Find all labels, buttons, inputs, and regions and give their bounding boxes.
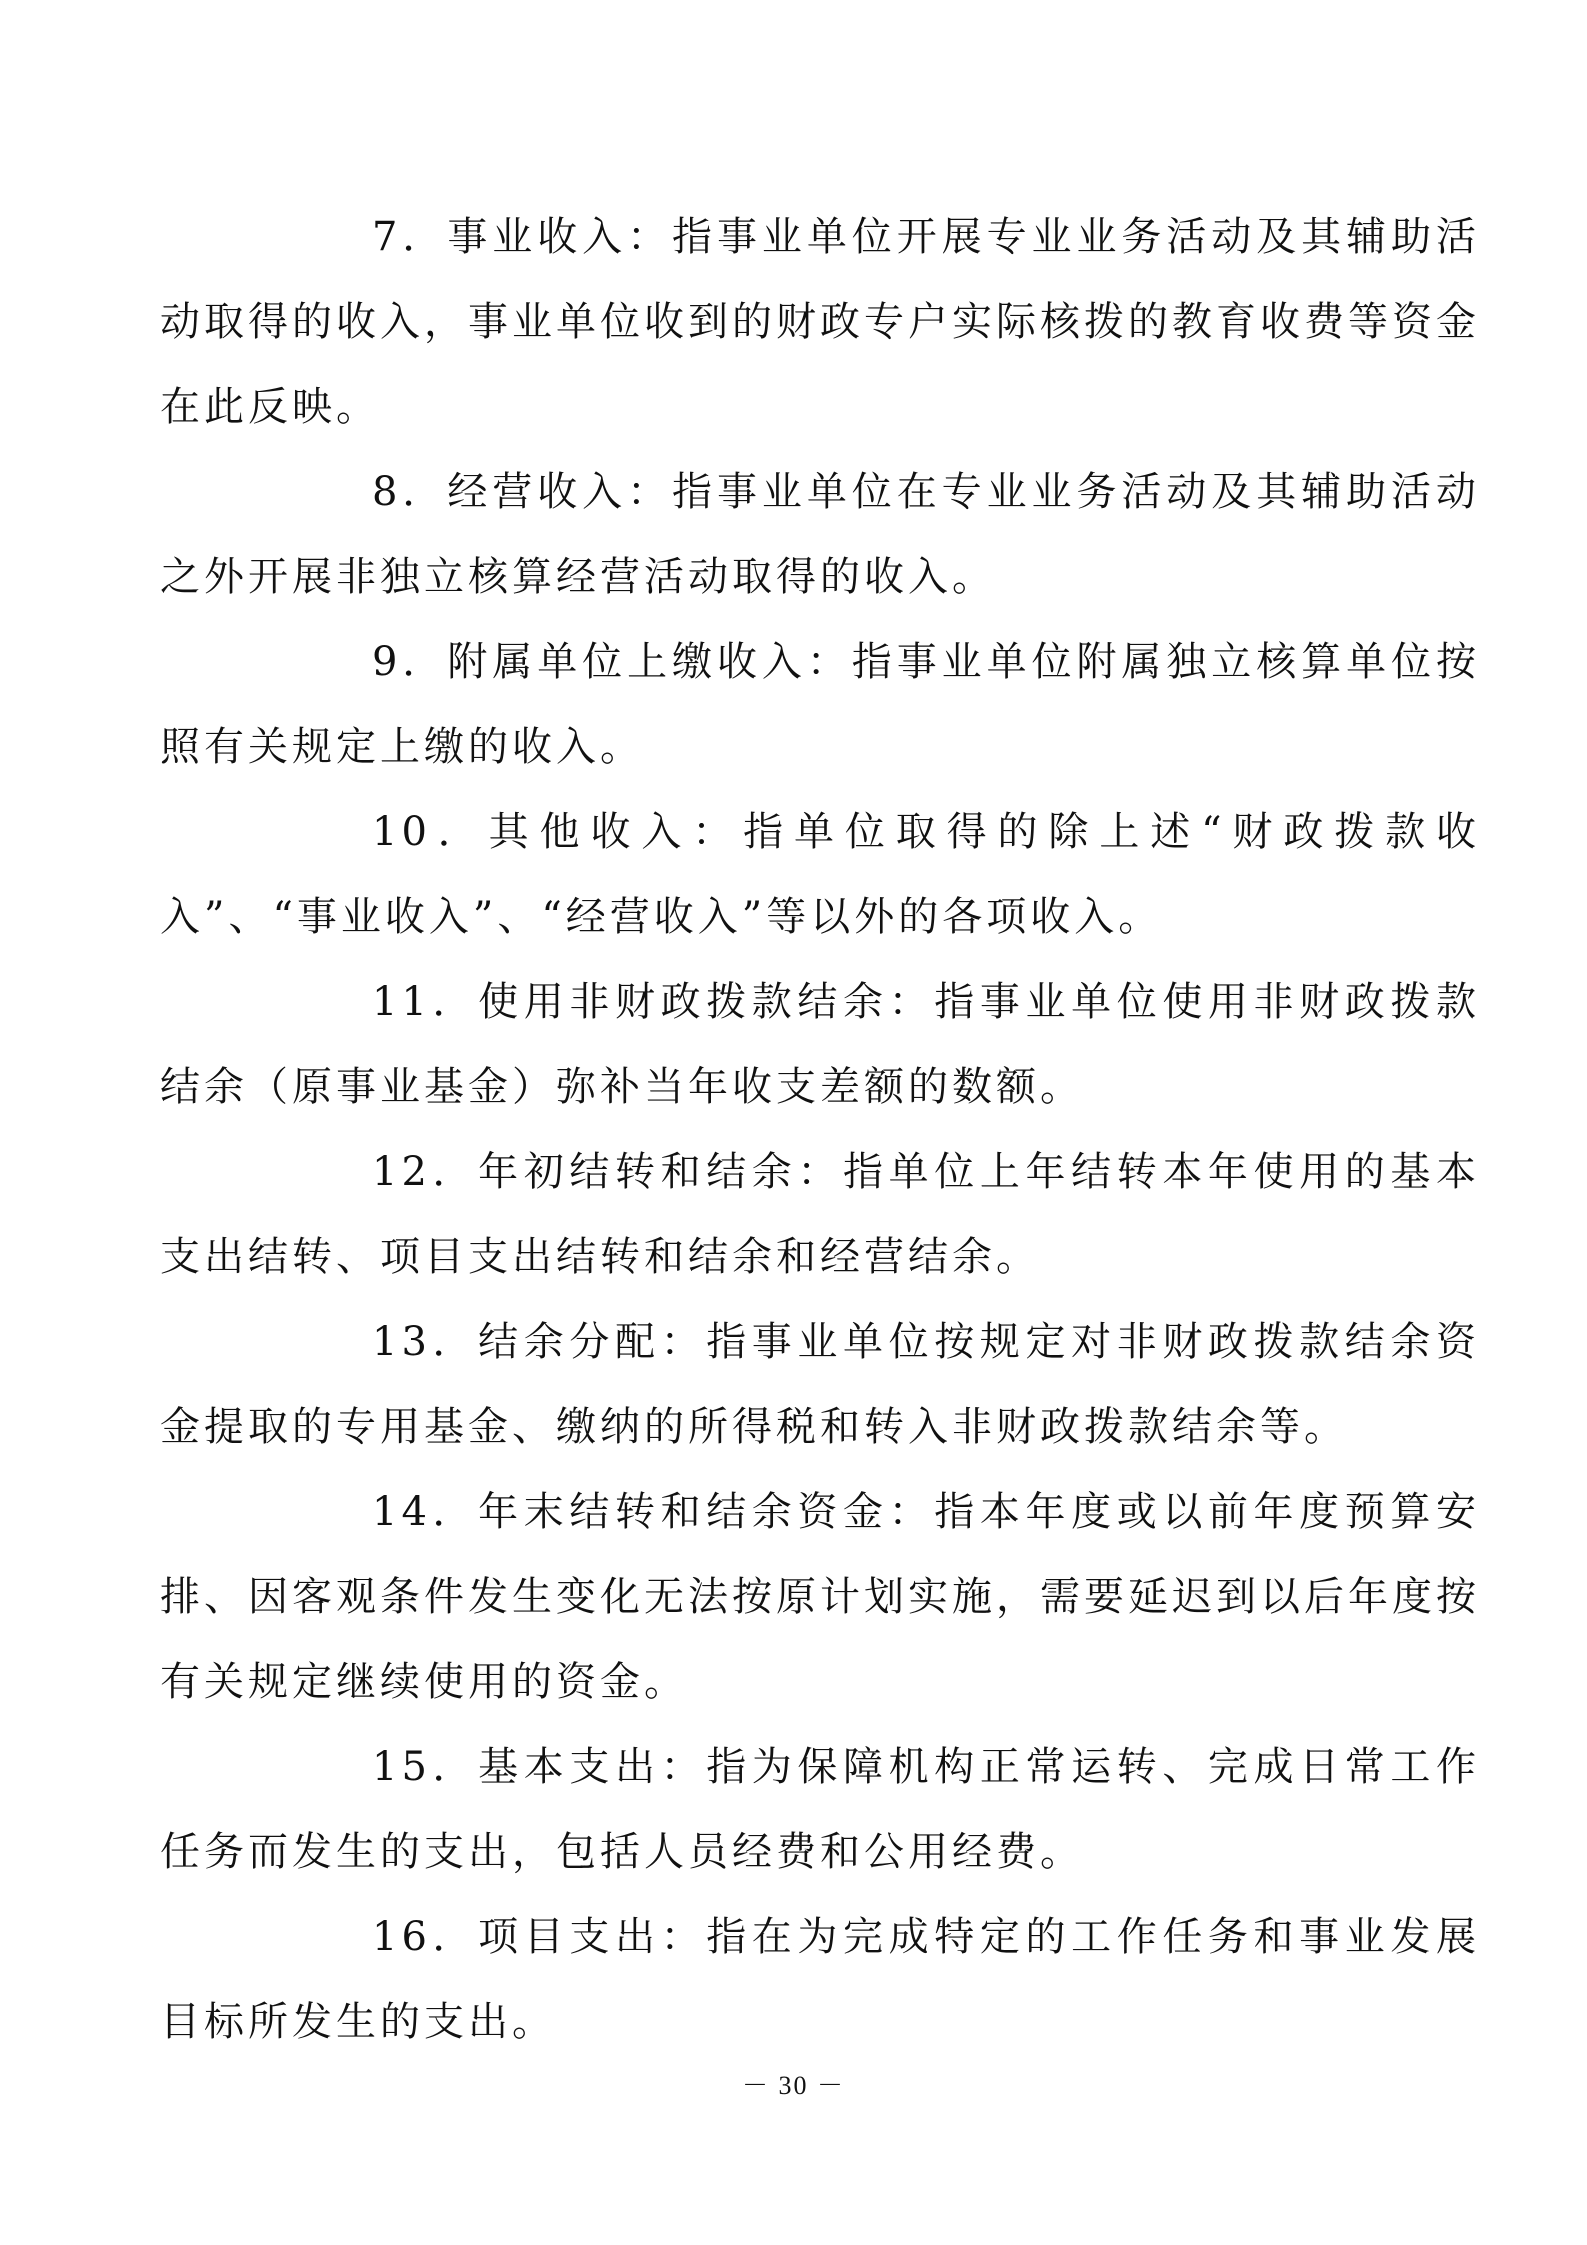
paragraph-item-12: 12．年初结转和结余：指单位上年结转本年使用的基本支出结转、项目支出结转和结余和经营结余。 — [160, 1149, 1480, 1280]
paragraph-item-7: 7．事业收入：指事业单位开展专业业务活动及其辅助活动取得的收入，事业单位收到的财政专户实际核拨的教育收费等资金在此反映。 — [160, 214, 1480, 430]
paragraph-item-14: 14．年末结转和结余资金：指本年度或以前年度预算安排、因客观条件发生变化无法按原计划实施，需要延迟到以后年度按有关规定继续使用的资金。 — [160, 1489, 1480, 1705]
paragraph-item-10: 10．其他收入：指单位取得的除上述“财政拨款收入”、“事业收入”、“经营收入”等以外的各项收入。 — [160, 809, 1480, 940]
page-number: － 30 － — [741, 2071, 845, 2100]
paragraph-item-16: 16．项目支出：指在为完成特定的工作任务和事业发展目标所发生的支出。 — [160, 1914, 1480, 2045]
paragraph-item-8: 8．经营收入：指事业单位在专业业务活动及其辅助活动之外开展非独立核算经营活动取得的收入。 — [160, 469, 1480, 600]
paragraph-item-11: 11．使用非财政拨款结余：指事业单位使用非财政拨款结余（原事业基金）弥补当年收支差额的数额。 — [160, 979, 1480, 1110]
paragraph-item-15: 15．基本支出：指为保障机构正常运转、完成日常工作任务而发生的支出，包括人员经费和公用经费。 — [160, 1744, 1480, 1875]
paragraph-item-9: 9．附属单位上缴收入：指事业单位附属独立核算单位按照有关规定上缴的收入。 — [160, 639, 1480, 770]
paragraph-item-13: 13．结余分配：指事业单位按规定对非财政拨款结余资金提取的专用基金、缴纳的所得税和转入非财政拨款结余等。 — [160, 1319, 1480, 1450]
document-body — [160, 195, 1480, 2065]
